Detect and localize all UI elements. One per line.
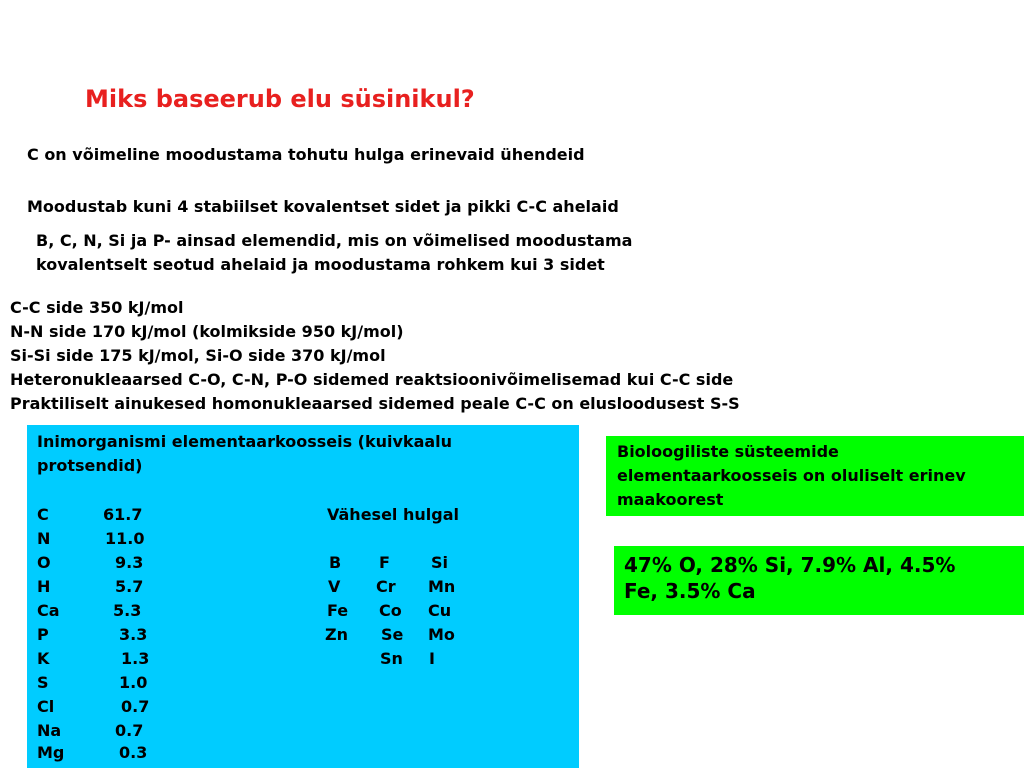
elements-note-line-1: B, C, N, Si ja P- ainsad elemendid, mis on võimelised moodustama (36, 231, 633, 250)
element-value: 0.7 (115, 721, 144, 740)
minor-element: Fe (327, 601, 349, 620)
element-symbol: N (37, 529, 51, 548)
element-value: 5.3 (113, 601, 142, 620)
element-symbol: S (37, 673, 49, 692)
element-value: 5.7 (115, 577, 144, 596)
point-bonds: Moodustab kuni 4 stabiilset kovalentset sidet ja pikki C-C ahelaid (27, 197, 619, 216)
crust-line-2: Fe, 3.5% Ca (624, 579, 756, 603)
minor-element: Se (381, 625, 404, 644)
element-symbol: Na (37, 721, 62, 740)
element-symbol: C (37, 505, 49, 524)
element-symbol: Mg (37, 743, 65, 762)
element-value: 0.3 (119, 743, 148, 762)
elements-note-line-2: kovalentselt seotud ahelaid ja moodustama rohkem kui 3 sidet (36, 255, 605, 274)
element-symbol: Ca (37, 601, 60, 620)
element-value: 3.3 (119, 625, 148, 644)
bond-line-2: N-N side 170 kJ/mol (kolmikside 950 kJ/mol) (10, 322, 404, 341)
element-value: 1.3 (121, 649, 150, 668)
minor-element: Cr (376, 577, 396, 596)
crust-composition-box (614, 546, 1024, 615)
bio-composition-note (606, 436, 1024, 516)
crust-line-1: 47% O, 28% Si, 7.9% Al, 4.5% (624, 553, 956, 577)
composition-heading-line-2: protsendid) (37, 456, 143, 475)
minor-element: Co (379, 601, 402, 620)
element-symbol: O (37, 553, 51, 572)
minor-element: Cu (428, 601, 452, 620)
element-value: 1.0 (119, 673, 148, 692)
minor-element: Zn (325, 625, 348, 644)
minor-elements-heading: Vähesel hulgal (327, 505, 459, 524)
element-symbol: Cl (37, 697, 55, 716)
element-value: 11.0 (105, 529, 145, 548)
bond-line-3: Si-Si side 175 kJ/mol, Si-O side 370 kJ/mol (10, 346, 386, 365)
element-symbol: P (37, 625, 49, 644)
slide-title: Miks baseerub elu süsinikul? (85, 85, 475, 113)
minor-element: V (328, 577, 341, 596)
element-value: 9.3 (115, 553, 144, 572)
point-compounds: C on võimeline moodustama tohutu hulga erinevaid ühendeid (27, 145, 585, 164)
bond-line-4: Heteronukleaarsed C-O, C-N, P-O sidemed reaktsioonivõimelisemad kui C-C side (10, 370, 734, 389)
minor-element: Sn (380, 649, 403, 668)
human-composition-box (27, 425, 579, 768)
element-value: 0.7 (121, 697, 150, 716)
bond-line-1: C-C side 350 kJ/mol (10, 298, 184, 317)
bond-line-5: Praktiliselt ainukesed homonukleaarsed sidemed peale C-C on elusloodusest S-S (10, 394, 740, 413)
minor-element: B (329, 553, 342, 572)
bio-note-line-3: maakoorest (617, 490, 724, 509)
minor-element: I (429, 649, 435, 668)
element-symbol: H (37, 577, 51, 596)
minor-element: F (379, 553, 390, 572)
minor-element: Mo (428, 625, 455, 644)
bio-note-line-2: elementaarkoosseis on oluliselt erinev (617, 466, 966, 485)
minor-element: Si (431, 553, 449, 572)
bio-note-line-1: Bioloogiliste süsteemide (617, 442, 839, 461)
element-symbol: K (37, 649, 50, 668)
minor-element: Mn (428, 577, 456, 596)
element-value: 61.7 (103, 505, 143, 524)
composition-heading-line-1: Inimorganismi elementaarkoosseis (kuivkaalu (37, 432, 453, 451)
